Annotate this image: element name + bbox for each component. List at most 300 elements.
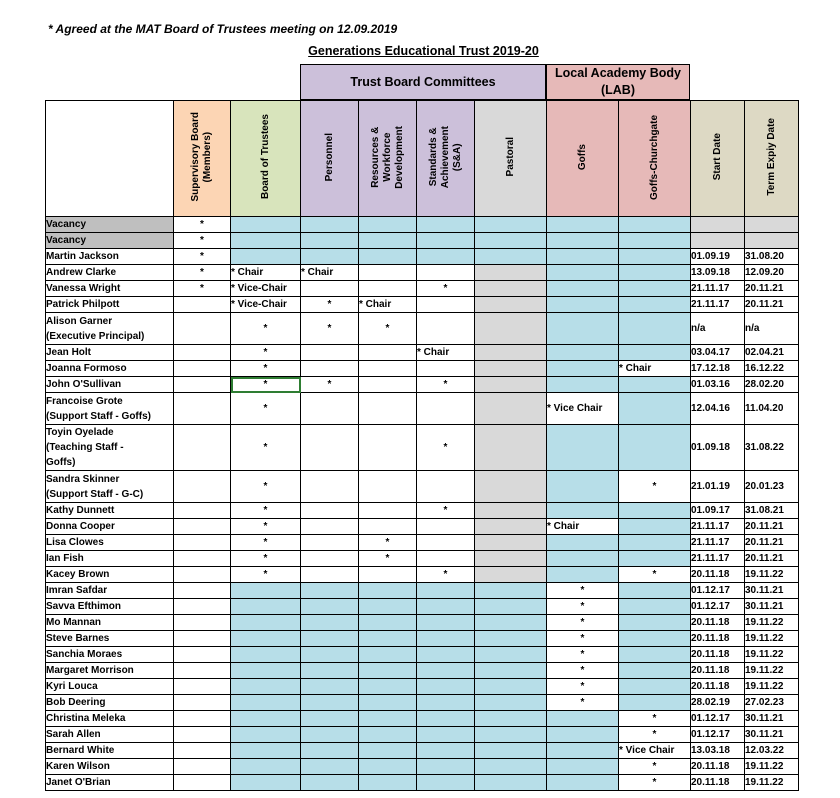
- cell-per[interactable]: [301, 663, 359, 679]
- cell-pas[interactable]: [475, 377, 547, 393]
- cell-gof[interactable]: *: [547, 695, 619, 711]
- cell-pas[interactable]: [475, 265, 547, 281]
- cell-sup[interactable]: [174, 313, 231, 345]
- cell-sup[interactable]: [174, 663, 231, 679]
- member-name[interactable]: Kathy Dunnett: [46, 503, 174, 519]
- cell-pas[interactable]: [475, 471, 547, 503]
- cell-sa[interactable]: [417, 471, 475, 503]
- cell-gof[interactable]: [547, 775, 619, 791]
- member-name[interactable]: Christina Meleka: [46, 711, 174, 727]
- cell-exp[interactable]: 20.11.21: [745, 551, 799, 567]
- cell-res[interactable]: [359, 615, 417, 631]
- cell-gof[interactable]: [547, 759, 619, 775]
- cell-res[interactable]: [359, 647, 417, 663]
- cell-bot[interactable]: *: [231, 503, 301, 519]
- cell-gof[interactable]: *: [547, 647, 619, 663]
- cell-start[interactable]: 20.11.18: [691, 679, 745, 695]
- cell-sup[interactable]: [174, 759, 231, 775]
- cell-start[interactable]: 20.11.18: [691, 631, 745, 647]
- member-name[interactable]: Sarah Allen: [46, 727, 174, 743]
- cell-gcg[interactable]: [619, 679, 691, 695]
- member-name[interactable]: Andrew Clarke: [46, 265, 174, 281]
- cell-gof[interactable]: [547, 551, 619, 567]
- member-name[interactable]: Alison Garner (Executive Principal): [46, 313, 174, 345]
- cell-gcg[interactable]: *: [619, 567, 691, 583]
- cell-gof[interactable]: *: [547, 663, 619, 679]
- cell-per[interactable]: [301, 361, 359, 377]
- cell-gcg[interactable]: [619, 377, 691, 393]
- cell-sa[interactable]: [417, 265, 475, 281]
- cell-bot[interactable]: [231, 759, 301, 775]
- cell-sup[interactable]: [174, 583, 231, 599]
- cell-start[interactable]: 17.12.18: [691, 361, 745, 377]
- cell-exp[interactable]: 30.11.21: [745, 727, 799, 743]
- cell-res[interactable]: [359, 567, 417, 583]
- cell-per[interactable]: [301, 631, 359, 647]
- cell-res[interactable]: *: [359, 313, 417, 345]
- cell-per[interactable]: [301, 535, 359, 551]
- cell-res[interactable]: [359, 759, 417, 775]
- member-name[interactable]: Kyri Louca: [46, 679, 174, 695]
- cell-res[interactable]: [359, 249, 417, 265]
- cell-gof[interactable]: *: [547, 599, 619, 615]
- cell-pas[interactable]: [475, 345, 547, 361]
- cell-gcg[interactable]: [619, 551, 691, 567]
- cell-start[interactable]: 01.12.17: [691, 599, 745, 615]
- cell-gcg[interactable]: [619, 647, 691, 663]
- cell-gof[interactable]: *: [547, 615, 619, 631]
- cell-sa[interactable]: [417, 695, 475, 711]
- cell-exp[interactable]: 19.11.22: [745, 615, 799, 631]
- cell-gcg[interactable]: *: [619, 727, 691, 743]
- cell-gcg[interactable]: [619, 631, 691, 647]
- member-name[interactable]: Bernard White: [46, 743, 174, 759]
- cell-res[interactable]: [359, 471, 417, 503]
- cell-bot[interactable]: *: [231, 567, 301, 583]
- cell-start[interactable]: 01.09.18: [691, 425, 745, 471]
- member-name[interactable]: Ian Fish: [46, 551, 174, 567]
- cell-gcg[interactable]: [619, 615, 691, 631]
- cell-sa[interactable]: [417, 297, 475, 313]
- cell-sup[interactable]: [174, 615, 231, 631]
- cell-res[interactable]: [359, 583, 417, 599]
- cell-sup[interactable]: [174, 679, 231, 695]
- cell-pas[interactable]: [475, 583, 547, 599]
- cell-exp[interactable]: 27.02.23: [745, 695, 799, 711]
- cell-gof[interactable]: * Chair: [547, 519, 619, 535]
- cell-sup[interactable]: *: [174, 249, 231, 265]
- cell-start[interactable]: 01.09.19: [691, 249, 745, 265]
- cell-bot[interactable]: *: [231, 471, 301, 503]
- cell-sup[interactable]: [174, 743, 231, 759]
- cell-gof[interactable]: [547, 377, 619, 393]
- cell-bot[interactable]: [231, 233, 301, 249]
- cell-sup[interactable]: *: [174, 233, 231, 249]
- cell-sup[interactable]: *: [174, 265, 231, 281]
- cell-pas[interactable]: [475, 361, 547, 377]
- cell-res[interactable]: [359, 631, 417, 647]
- cell-exp[interactable]: 31.08.20: [745, 249, 799, 265]
- cell-per[interactable]: [301, 551, 359, 567]
- cell-per[interactable]: [301, 281, 359, 297]
- cell-sup[interactable]: [174, 551, 231, 567]
- cell-gcg[interactable]: * Vice Chair: [619, 743, 691, 759]
- member-name[interactable]: Lisa Clowes: [46, 535, 174, 551]
- cell-gof[interactable]: [547, 425, 619, 471]
- cell-per[interactable]: * Chair: [301, 265, 359, 281]
- member-name[interactable]: Joanna Formoso: [46, 361, 174, 377]
- cell-gof[interactable]: [547, 297, 619, 313]
- cell-gof[interactable]: [547, 567, 619, 583]
- cell-bot[interactable]: *: [231, 393, 301, 425]
- cell-bot[interactable]: [231, 249, 301, 265]
- cell-exp[interactable]: 19.11.22: [745, 567, 799, 583]
- cell-gof[interactable]: [547, 345, 619, 361]
- cell-bot[interactable]: *: [231, 313, 301, 345]
- cell-sa[interactable]: [417, 663, 475, 679]
- cell-exp[interactable]: 30.11.21: [745, 599, 799, 615]
- cell-exp[interactable]: [745, 233, 799, 249]
- cell-res[interactable]: *: [359, 535, 417, 551]
- cell-gof[interactable]: *: [547, 583, 619, 599]
- cell-per[interactable]: [301, 249, 359, 265]
- member-name[interactable]: Martin Jackson: [46, 249, 174, 265]
- member-name[interactable]: Margaret Morrison: [46, 663, 174, 679]
- cell-bot[interactable]: [231, 217, 301, 233]
- cell-sup[interactable]: [174, 471, 231, 503]
- cell-pas[interactable]: [475, 503, 547, 519]
- cell-start[interactable]: 21.01.19: [691, 471, 745, 503]
- cell-gcg[interactable]: [619, 345, 691, 361]
- cell-exp[interactable]: 19.11.22: [745, 647, 799, 663]
- cell-start[interactable]: 20.11.18: [691, 775, 745, 791]
- cell-start[interactable]: 01.12.17: [691, 727, 745, 743]
- cell-per[interactable]: [301, 615, 359, 631]
- cell-sa[interactable]: [417, 743, 475, 759]
- cell-gcg[interactable]: * Chair: [619, 361, 691, 377]
- cell-pas[interactable]: [475, 679, 547, 695]
- cell-gcg[interactable]: [619, 535, 691, 551]
- member-name[interactable]: John O'Sullivan: [46, 377, 174, 393]
- cell-res[interactable]: [359, 361, 417, 377]
- cell-res[interactable]: [359, 743, 417, 759]
- cell-start[interactable]: 21.11.17: [691, 535, 745, 551]
- cell-gof[interactable]: [547, 233, 619, 249]
- member-name[interactable]: Patrick Philpott: [46, 297, 174, 313]
- cell-sa[interactable]: [417, 393, 475, 425]
- cell-per[interactable]: [301, 567, 359, 583]
- member-name[interactable]: Donna Cooper: [46, 519, 174, 535]
- cell-gof[interactable]: *: [547, 631, 619, 647]
- member-name[interactable]: Vacancy: [46, 233, 174, 249]
- cell-start[interactable]: 28.02.19: [691, 695, 745, 711]
- cell-pas[interactable]: [475, 775, 547, 791]
- cell-gof[interactable]: *: [547, 679, 619, 695]
- member-name[interactable]: Janet O'Brian: [46, 775, 174, 791]
- cell-sa[interactable]: [417, 519, 475, 535]
- cell-start[interactable]: [691, 217, 745, 233]
- cell-sa[interactable]: [417, 313, 475, 345]
- cell-sa[interactable]: [417, 727, 475, 743]
- cell-gcg[interactable]: [619, 265, 691, 281]
- cell-exp[interactable]: 20.11.21: [745, 519, 799, 535]
- cell-pas[interactable]: [475, 249, 547, 265]
- cell-exp[interactable]: 20.11.21: [745, 281, 799, 297]
- cell-per[interactable]: [301, 425, 359, 471]
- cell-exp[interactable]: [745, 217, 799, 233]
- cell-per[interactable]: [301, 393, 359, 425]
- cell-pas[interactable]: [475, 599, 547, 615]
- cell-exp[interactable]: 30.11.21: [745, 583, 799, 599]
- cell-per[interactable]: [301, 775, 359, 791]
- cell-res[interactable]: [359, 233, 417, 249]
- cell-sup[interactable]: [174, 361, 231, 377]
- cell-sup[interactable]: [174, 775, 231, 791]
- cell-exp[interactable]: 19.11.22: [745, 663, 799, 679]
- cell-sup[interactable]: [174, 647, 231, 663]
- cell-res[interactable]: [359, 217, 417, 233]
- cell-start[interactable]: 20.11.18: [691, 615, 745, 631]
- cell-sup[interactable]: [174, 727, 231, 743]
- cell-gcg[interactable]: *: [619, 759, 691, 775]
- member-name[interactable]: Sanchia Moraes: [46, 647, 174, 663]
- cell-res[interactable]: [359, 425, 417, 471]
- cell-exp[interactable]: 19.11.22: [745, 679, 799, 695]
- cell-pas[interactable]: [475, 519, 547, 535]
- cell-start[interactable]: 01.12.17: [691, 583, 745, 599]
- cell-gcg[interactable]: *: [619, 711, 691, 727]
- member-name[interactable]: Savva Efthimon: [46, 599, 174, 615]
- cell-pas[interactable]: [475, 631, 547, 647]
- cell-gcg[interactable]: *: [619, 775, 691, 791]
- cell-per[interactable]: *: [301, 297, 359, 313]
- cell-sup[interactable]: [174, 599, 231, 615]
- cell-pas[interactable]: [475, 217, 547, 233]
- cell-start[interactable]: 21.11.17: [691, 519, 745, 535]
- cell-bot[interactable]: [231, 679, 301, 695]
- cell-res[interactable]: *: [359, 551, 417, 567]
- cell-start[interactable]: n/a: [691, 313, 745, 345]
- cell-start[interactable]: 01.03.16: [691, 377, 745, 393]
- cell-per[interactable]: [301, 519, 359, 535]
- cell-sa[interactable]: *: [417, 425, 475, 471]
- cell-gof[interactable]: [547, 217, 619, 233]
- cell-gof[interactable]: [547, 471, 619, 503]
- cell-start[interactable]: [691, 233, 745, 249]
- cell-sup[interactable]: [174, 503, 231, 519]
- cell-bot[interactable]: [231, 775, 301, 791]
- cell-gof[interactable]: * Vice Chair: [547, 393, 619, 425]
- cell-gcg[interactable]: [619, 217, 691, 233]
- cell-bot[interactable]: [231, 743, 301, 759]
- cell-exp[interactable]: 12.03.22: [745, 743, 799, 759]
- cell-sup[interactable]: [174, 297, 231, 313]
- cell-exp[interactable]: 30.11.21: [745, 711, 799, 727]
- cell-exp[interactable]: 28.02.20: [745, 377, 799, 393]
- cell-start[interactable]: 20.11.18: [691, 647, 745, 663]
- cell-sa[interactable]: [417, 631, 475, 647]
- cell-start[interactable]: 21.11.17: [691, 297, 745, 313]
- cell-res[interactable]: [359, 377, 417, 393]
- cell-per[interactable]: [301, 679, 359, 695]
- cell-sup[interactable]: [174, 695, 231, 711]
- cell-exp[interactable]: 19.11.22: [745, 775, 799, 791]
- member-name[interactable]: Karen Wilson: [46, 759, 174, 775]
- cell-res[interactable]: [359, 727, 417, 743]
- cell-sup[interactable]: [174, 519, 231, 535]
- cell-per[interactable]: [301, 711, 359, 727]
- cell-per[interactable]: [301, 743, 359, 759]
- cell-exp[interactable]: 20.11.21: [745, 535, 799, 551]
- cell-pas[interactable]: [475, 743, 547, 759]
- cell-start[interactable]: 13.03.18: [691, 743, 745, 759]
- cell-exp[interactable]: 20.11.21: [745, 297, 799, 313]
- cell-sa[interactable]: [417, 679, 475, 695]
- cell-start[interactable]: 12.04.16: [691, 393, 745, 425]
- cell-start[interactable]: 20.11.18: [691, 567, 745, 583]
- cell-bot[interactable]: [231, 631, 301, 647]
- cell-gof[interactable]: [547, 313, 619, 345]
- cell-per[interactable]: [301, 345, 359, 361]
- cell-bot[interactable]: [231, 615, 301, 631]
- member-name[interactable]: Francoise Grote (Support Staff - Goffs): [46, 393, 174, 425]
- cell-pas[interactable]: [475, 567, 547, 583]
- cell-gof[interactable]: [547, 535, 619, 551]
- cell-sup[interactable]: [174, 567, 231, 583]
- cell-sa[interactable]: *: [417, 503, 475, 519]
- cell-sa[interactable]: [417, 361, 475, 377]
- cell-bot[interactable]: [231, 663, 301, 679]
- cell-res[interactable]: [359, 503, 417, 519]
- cell-sup[interactable]: [174, 535, 231, 551]
- cell-per[interactable]: [301, 599, 359, 615]
- member-name[interactable]: Bob Deering: [46, 695, 174, 711]
- cell-sa[interactable]: [417, 759, 475, 775]
- cell-bot[interactable]: * Chair: [231, 265, 301, 281]
- cell-exp[interactable]: 12.09.20: [745, 265, 799, 281]
- cell-bot[interactable]: [231, 727, 301, 743]
- cell-per[interactable]: [301, 503, 359, 519]
- member-name[interactable]: Vanessa Wright: [46, 281, 174, 297]
- cell-gcg[interactable]: [619, 695, 691, 711]
- cell-exp[interactable]: 16.12.22: [745, 361, 799, 377]
- cell-gcg[interactable]: [619, 519, 691, 535]
- cell-gof[interactable]: [547, 249, 619, 265]
- cell-sa[interactable]: [417, 615, 475, 631]
- cell-exp[interactable]: 11.04.20: [745, 393, 799, 425]
- cell-pas[interactable]: [475, 313, 547, 345]
- cell-per[interactable]: *: [301, 313, 359, 345]
- cell-res[interactable]: [359, 281, 417, 297]
- cell-pas[interactable]: [475, 663, 547, 679]
- cell-start[interactable]: 13.09.18: [691, 265, 745, 281]
- cell-sa[interactable]: [417, 711, 475, 727]
- cell-pas[interactable]: [475, 695, 547, 711]
- cell-pas[interactable]: [475, 425, 547, 471]
- cell-bot[interactable]: * Vice-Chair: [231, 281, 301, 297]
- member-name[interactable]: Toyin Oyelade (Teaching Staff - Goffs): [46, 425, 174, 471]
- cell-pas[interactable]: [475, 233, 547, 249]
- cell-gof[interactable]: [547, 265, 619, 281]
- cell-sa[interactable]: [417, 233, 475, 249]
- cell-pas[interactable]: [475, 551, 547, 567]
- cell-start[interactable]: 21.11.17: [691, 281, 745, 297]
- cell-exp[interactable]: 31.08.22: [745, 425, 799, 471]
- cell-res[interactable]: [359, 711, 417, 727]
- cell-exp[interactable]: 20.01.23: [745, 471, 799, 503]
- cell-per[interactable]: [301, 471, 359, 503]
- cell-res[interactable]: [359, 345, 417, 361]
- member-name[interactable]: Imran Safdar: [46, 583, 174, 599]
- cell-bot[interactable]: *: [231, 377, 301, 393]
- cell-per[interactable]: [301, 583, 359, 599]
- member-name[interactable]: Steve Barnes: [46, 631, 174, 647]
- cell-res[interactable]: [359, 393, 417, 425]
- cell-gcg[interactable]: [619, 663, 691, 679]
- cell-start[interactable]: 20.11.18: [691, 663, 745, 679]
- cell-gcg[interactable]: [619, 503, 691, 519]
- cell-gcg[interactable]: [619, 393, 691, 425]
- cell-gcg[interactable]: [619, 313, 691, 345]
- cell-sa[interactable]: [417, 535, 475, 551]
- cell-res[interactable]: [359, 663, 417, 679]
- cell-exp[interactable]: 19.11.22: [745, 631, 799, 647]
- cell-sup[interactable]: *: [174, 281, 231, 297]
- cell-pas[interactable]: [475, 393, 547, 425]
- cell-pas[interactable]: [475, 297, 547, 313]
- cell-res[interactable]: [359, 519, 417, 535]
- cell-gcg[interactable]: [619, 583, 691, 599]
- cell-res[interactable]: * Chair: [359, 297, 417, 313]
- cell-gcg[interactable]: [619, 297, 691, 313]
- cell-gcg[interactable]: [619, 233, 691, 249]
- cell-res[interactable]: [359, 695, 417, 711]
- cell-pas[interactable]: [475, 615, 547, 631]
- cell-sa[interactable]: *: [417, 281, 475, 297]
- cell-sa[interactable]: *: [417, 567, 475, 583]
- cell-pas[interactable]: [475, 759, 547, 775]
- cell-bot[interactable]: [231, 695, 301, 711]
- cell-pas[interactable]: [475, 535, 547, 551]
- cell-exp[interactable]: 02.04.21: [745, 345, 799, 361]
- cell-sa[interactable]: * Chair: [417, 345, 475, 361]
- cell-sa[interactable]: [417, 599, 475, 615]
- cell-bot[interactable]: *: [231, 425, 301, 471]
- cell-pas[interactable]: [475, 727, 547, 743]
- cell-start[interactable]: 01.12.17: [691, 711, 745, 727]
- cell-bot[interactable]: * Vice-Chair: [231, 297, 301, 313]
- cell-per[interactable]: *: [301, 377, 359, 393]
- cell-sup[interactable]: *: [174, 217, 231, 233]
- cell-sa[interactable]: [417, 249, 475, 265]
- member-name[interactable]: Mo Mannan: [46, 615, 174, 631]
- cell-exp[interactable]: 19.11.22: [745, 759, 799, 775]
- cell-gcg[interactable]: [619, 249, 691, 265]
- cell-per[interactable]: [301, 233, 359, 249]
- cell-bot[interactable]: [231, 599, 301, 615]
- cell-sup[interactable]: [174, 425, 231, 471]
- cell-sup[interactable]: [174, 345, 231, 361]
- cell-sup[interactable]: [174, 377, 231, 393]
- member-name[interactable]: Sandra Skinner (Support Staff - G-C): [46, 471, 174, 503]
- cell-bot[interactable]: [231, 583, 301, 599]
- cell-pas[interactable]: [475, 647, 547, 663]
- cell-bot[interactable]: [231, 711, 301, 727]
- cell-per[interactable]: [301, 217, 359, 233]
- cell-gof[interactable]: [547, 281, 619, 297]
- cell-bot[interactable]: *: [231, 519, 301, 535]
- cell-bot[interactable]: *: [231, 551, 301, 567]
